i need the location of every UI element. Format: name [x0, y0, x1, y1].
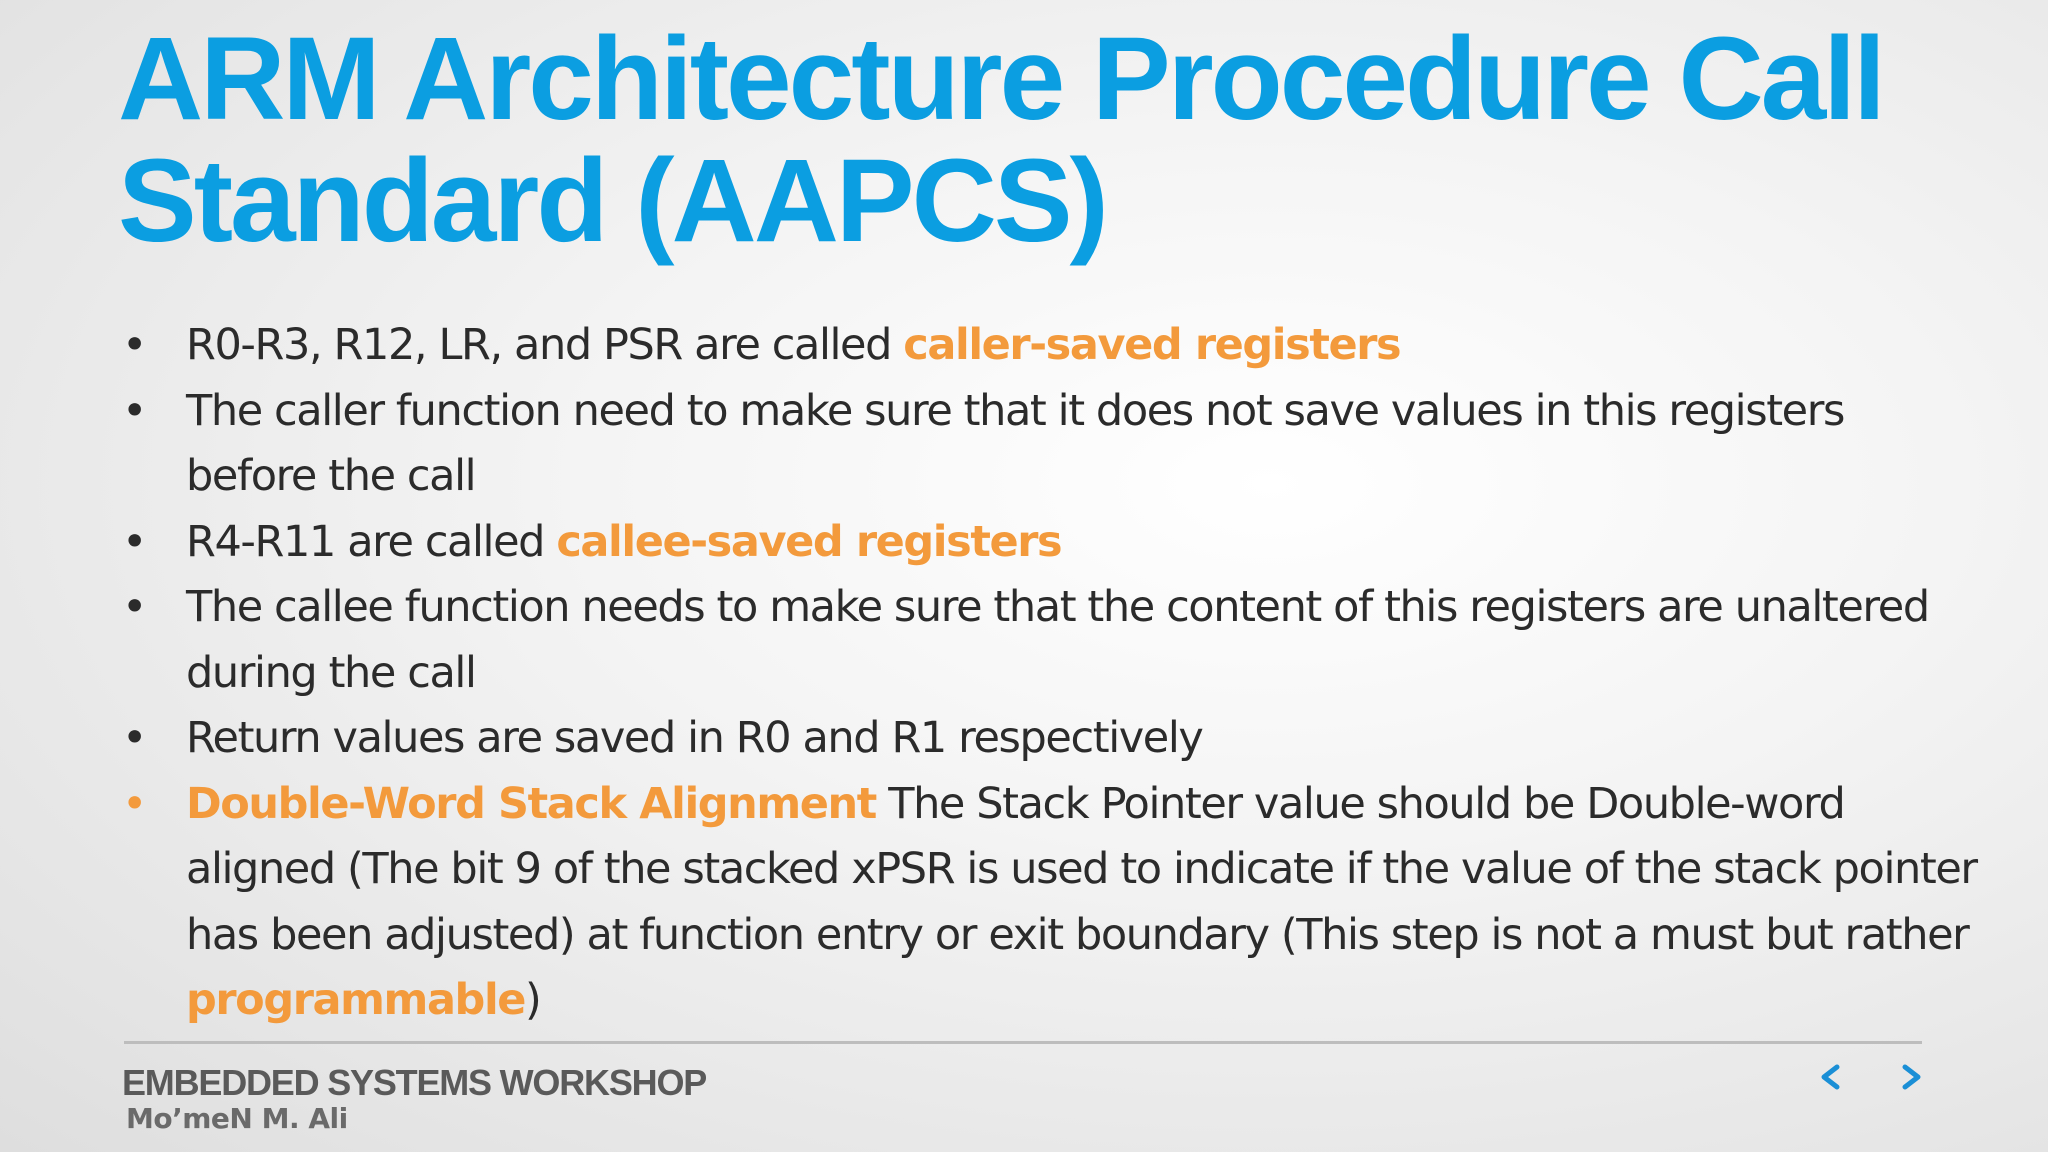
bullet-return-values [120, 706, 1980, 772]
footer-divider [124, 1041, 1922, 1044]
chevron-right-icon [1899, 1062, 1925, 1092]
bullet-marker: • [122, 516, 146, 567]
bullet-text: The callee function needs to make sure that the content of this registers are unaltered during the call [186, 582, 1929, 698]
bullet-list [120, 313, 1980, 1034]
bullet-text: Return values are saved in R0 and R1 respectively [186, 713, 1203, 763]
bullet-text: R0-R3, R12, LR, and PSR are called [186, 320, 904, 370]
bullet-stack-alignment [120, 772, 1980, 1034]
bullet-caller-saved [120, 313, 1980, 379]
bullet-caller-responsibility [120, 379, 1980, 510]
bullet-marker: • [122, 582, 146, 632]
bullet-text: The Stack Pointer value should be Double-word aligned (The bit 9 of the stacked xPSR is used to indicate if the value of the stack pointer has been adjusted) at function entry or exit boundary (This step is not a must but rather [186, 778, 1977, 960]
highlight-double-word-stack-alignment: Double-Word Stack Alignment [186, 778, 876, 829]
highlight-caller-saved-registers: caller-saved registers [903, 320, 1401, 370]
bullet-callee-saved [120, 510, 1980, 576]
bullet-marker: • [122, 320, 146, 370]
bullet-marker: • [122, 778, 146, 829]
highlight-callee-saved-registers: callee-saved registers [556, 516, 1062, 567]
previous-slide-button[interactable] [1808, 1052, 1852, 1102]
footer-workshop-title: EMBEDDED SYSTEMS WORKSHOP [122, 1062, 707, 1103]
bullet-marker: • [122, 713, 146, 763]
slide-title-line-1: ARM Architecture Procedure Call [118, 13, 1883, 145]
bullet-text-tail: ) [525, 975, 541, 1025]
slide-title [118, 13, 1998, 267]
highlight-programmable: programmable [186, 975, 526, 1025]
slide-title-line-2: Standard (AAPCS) [118, 135, 1106, 267]
bullet-marker: • [122, 385, 146, 436]
bullet-callee-responsibility [120, 575, 1980, 706]
bullet-text: R4-R11 are called [186, 516, 557, 567]
footer-author: Mo’meN M. Ali [126, 1102, 348, 1135]
chevron-left-icon [1817, 1062, 1843, 1092]
bullet-text: The caller function need to make sure that it does not save values in this registers before the call [186, 385, 1845, 501]
next-slide-button[interactable] [1890, 1052, 1934, 1102]
